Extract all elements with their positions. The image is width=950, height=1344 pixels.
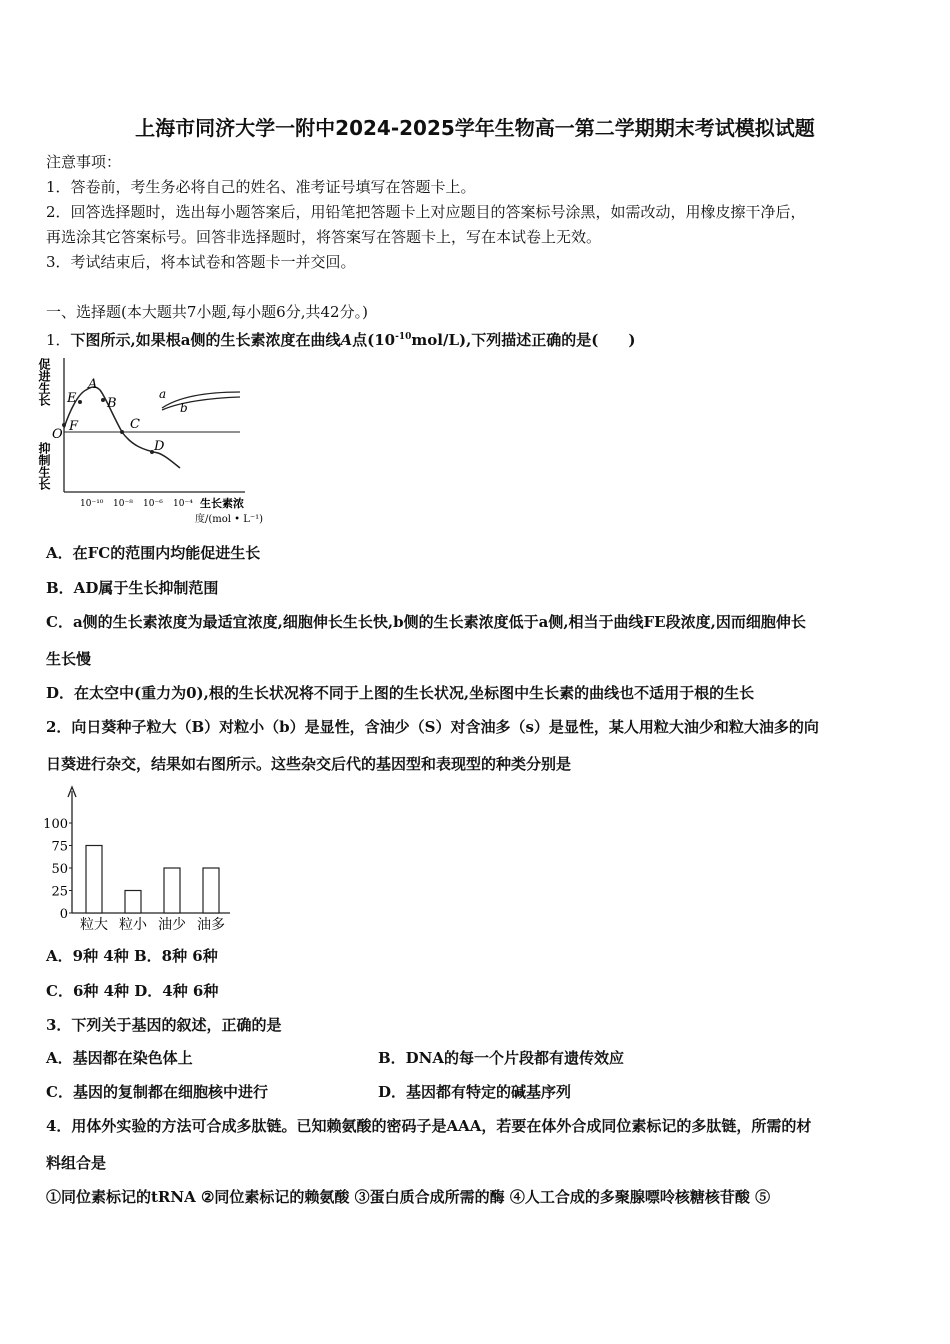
point-E-dot	[78, 400, 82, 404]
notice-item: 再选涂其它答案标号。回答非选择题时，将答案写在答题卡上，写在本试卷上无效。	[46, 228, 602, 246]
auxin-curve-figure	[37, 350, 290, 530]
x-label-line2: 度/(mol • L⁻¹)	[195, 514, 264, 525]
notice-item: 1．答卷前，考生务必将自己的姓名、准考证号填写在答题卡上。	[46, 178, 476, 196]
stem-part: mol/L),下列描述正确的是( )	[411, 331, 636, 349]
origin-label: O	[52, 427, 63, 442]
y-tick-label: 0	[59, 907, 68, 922]
point-C-label: C	[130, 417, 140, 432]
y-tick-label: 25	[51, 884, 68, 900]
x-category-label: 粒大	[80, 917, 108, 933]
y-label-promote: 促进生长	[37, 358, 51, 406]
inset-root-bottom	[162, 397, 240, 410]
offspring-bar-chart	[40, 785, 240, 935]
point-B-label: B	[107, 396, 117, 411]
stem-part: 点(10	[352, 331, 396, 349]
y-tick-label: 75	[51, 839, 68, 855]
point-B-dot	[101, 398, 105, 402]
point-E-label: E	[67, 391, 77, 406]
x-tick-label: 10⁻¹⁰	[80, 499, 104, 509]
q1-option-c-cont: 生长慢	[46, 650, 92, 668]
question-2-stem-cont: 日葵进行杂交，结果如右图所示。这些杂交后代的基因型和表现型的种类分别是	[46, 755, 572, 773]
x-label-line1: 生长素浓	[200, 497, 244, 510]
notice-item: 3．考试结束后，将本试卷和答题卡一并交回。	[46, 253, 356, 271]
question-3-stem: 3．下列关于基因的叙述，正确的是	[46, 1016, 282, 1034]
point-C-dot	[120, 430, 124, 434]
x-tick-label: 10⁻⁶	[143, 499, 163, 509]
question-1-stem	[46, 327, 636, 350]
stem-part: 下图所示,如果根a侧的生长素浓度在曲线	[70, 331, 341, 349]
q1-option-b: B．AD属于生长抑制范围	[46, 579, 219, 597]
notice-item: 2．回答选择题时，选出每小题答案后，用铅笔把答题卡上对应题目的答案标号涂黑，如需改动，用橡皮擦干净后，	[46, 203, 806, 221]
x-category-label: 油少	[158, 917, 186, 933]
question-4-stem-cont: 料组合是	[46, 1154, 107, 1172]
y-tick-label: 50	[51, 862, 68, 877]
inset-label-b: b	[180, 401, 188, 415]
q3-option-b: B．DNA的每一个片段都有遗传效应	[378, 1049, 625, 1067]
bar-2	[125, 891, 141, 914]
y-tick-label: 100	[43, 817, 68, 832]
y-label-inhibit: 抑制生长	[37, 442, 51, 490]
inset-label-a: a	[159, 387, 167, 401]
question-2-stem: 2．向日葵种子粒大（B）对粒小（b）是显性，含油少（S）对含油多（s）是显性，某人用粒大油少和粒大油多的向	[46, 718, 819, 736]
q1-option-d: D．在太空中(重力为0),根的生长状况将不同于上图的生长状况,坐标图中生长素的曲线也不适用于根的生长	[46, 684, 755, 702]
stem-superscript: -10	[395, 332, 412, 342]
point-D-label: D	[154, 439, 165, 454]
question-4-materials: ①同位素标记的tRNA ②同位素标记的赖氨酸 ③蛋白质合成所需的酶 ④人工合成的多聚腺嘌呤核糖核苷酸 ⑤	[46, 1188, 771, 1206]
page-title: 上海市同济大学一附中2024-2025学年生物高一第二学期期末考试模拟试题	[135, 116, 815, 140]
q1-option-a: A．在FC的范围内均能促进生长	[46, 544, 261, 562]
question-number: 1．	[46, 331, 71, 349]
q2-options-row2: C．6种 4种 D．4种 6种	[46, 982, 219, 1000]
q3-option-d: D．基因都有特定的碱基序列	[378, 1083, 572, 1101]
x-category-label: 油多	[197, 917, 225, 933]
x-tick-label: 10⁻⁸	[113, 499, 133, 509]
bar-3	[164, 868, 180, 913]
bar-4	[203, 868, 219, 913]
point-A-label: A	[88, 377, 98, 392]
notice-heading: 注意事项：	[46, 153, 122, 171]
q3-option-a: A．基因都在染色体上	[46, 1049, 193, 1067]
point-F-label: F	[69, 419, 79, 434]
question-4-stem: 4．用体外实验的方法可合成多肽链。已知赖氨酸的密码子是AAA，若要在体外合成同位素标记的多肽链，所需的材	[46, 1117, 812, 1135]
q1-option-c: C．a侧的生长素浓度为最适宜浓度,细胞伸长生长快,b侧的生长素浓度低于a侧,相当于曲线FE段浓度,因而细胞伸长	[46, 613, 806, 631]
point-F-dot	[62, 423, 66, 427]
section-heading: 一、选择题(本大题共7小题,每小题6分,共42分。)	[46, 303, 368, 321]
x-category-label: 粒小	[119, 917, 147, 933]
x-tick-label: 10⁻⁴	[173, 499, 193, 509]
bar-1	[86, 846, 102, 914]
q3-option-c: C．基因的复制都在细胞核中进行	[46, 1083, 268, 1101]
q2-options-row1: A．9种 4种 B．8种 6种	[46, 947, 218, 965]
stem-italic: A	[340, 331, 353, 349]
